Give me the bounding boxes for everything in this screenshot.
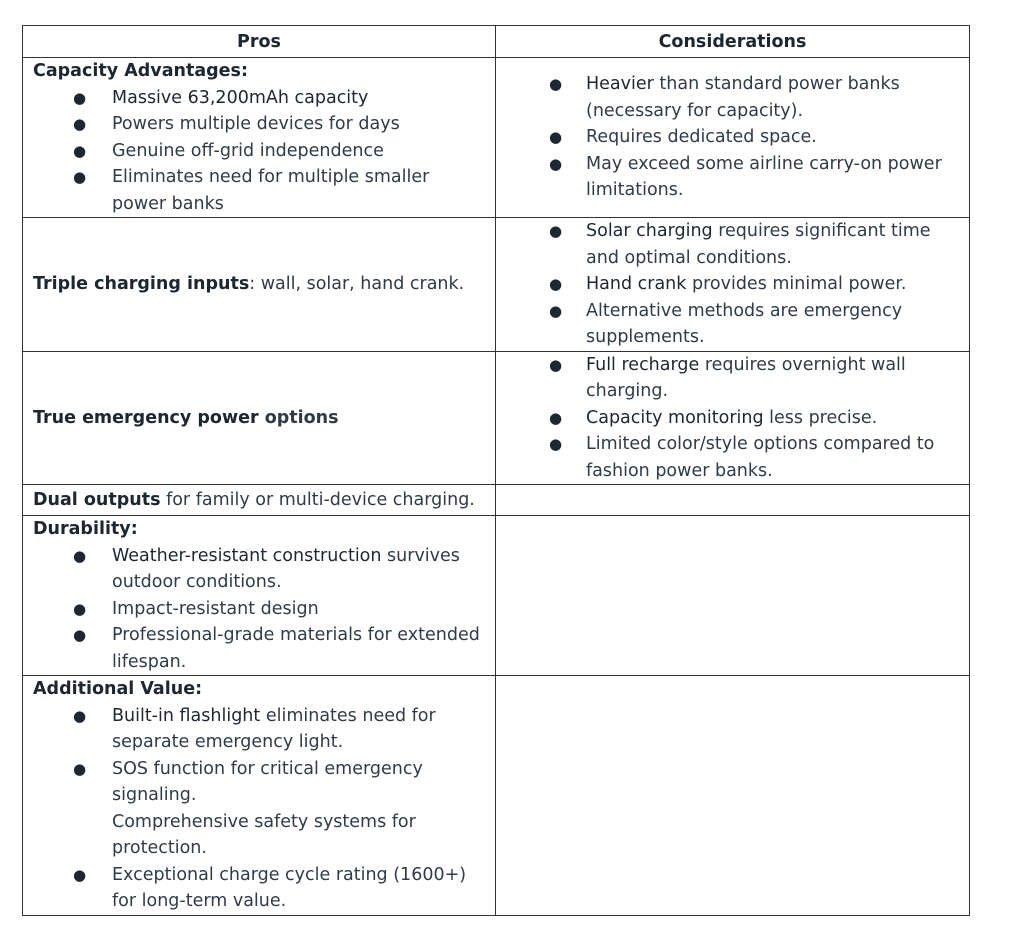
table-row xyxy=(23,351,970,485)
list-item: ● Professional-grade materials for extended lifespan. xyxy=(33,622,485,675)
list-item: ● Limited color/style options compared to fashion power banks. xyxy=(506,431,959,484)
considerations-cell xyxy=(496,351,970,485)
bullet-icon: ● xyxy=(73,546,87,565)
table-row xyxy=(23,58,970,218)
table-header-row xyxy=(23,26,970,58)
list-item: ● Requires dedicated space. xyxy=(506,124,959,151)
pros-list xyxy=(33,703,485,915)
list-item: ● Exceptional charge cycle rating (1600+) for long-term value. xyxy=(33,862,485,915)
pros-cell: Triple charging inputs: wall, solar, hand crank. xyxy=(23,218,496,352)
bullet-icon: ● xyxy=(73,115,87,133)
list-item: ● Weather-resistant construction survives outdoor conditions. xyxy=(33,543,485,596)
bullet-icon: ● xyxy=(549,128,563,146)
list-item: Comprehensive safety systems for protection. xyxy=(112,811,416,858)
bullet-icon: ● xyxy=(73,865,87,884)
list-item: ● Genuine off-grid independence xyxy=(33,138,485,165)
table-row xyxy=(23,516,970,676)
list-item: ● Solar charging requires significant time and optimal conditions. xyxy=(506,218,959,271)
bullet-icon: ● xyxy=(549,75,563,93)
considerations-cell xyxy=(496,516,970,676)
considerations-cell xyxy=(496,218,970,352)
pros-list xyxy=(33,543,485,676)
considerations-cell xyxy=(496,485,970,516)
bullet-icon: ● xyxy=(73,88,87,107)
pros-cell: True emergency power options xyxy=(23,351,496,485)
list-item: ● SOS function for critical emergency signaling. xyxy=(33,756,485,809)
pros-list xyxy=(33,85,485,218)
bullet-icon: ● xyxy=(549,154,563,173)
pros-cell xyxy=(23,516,496,676)
list-item: ● Hand crank provides minimal power. xyxy=(506,271,959,298)
table-row xyxy=(23,676,970,916)
bullet-icon: ● xyxy=(549,435,563,453)
pros-cell xyxy=(23,676,496,916)
bullet-icon: ● xyxy=(73,706,87,725)
pros-header: Pros xyxy=(23,26,496,58)
list-item: ● Capacity monitoring less precise. xyxy=(506,405,959,432)
table-row xyxy=(23,218,970,352)
row-heading: Capacity Advantages: xyxy=(33,61,248,81)
list-item: ● Built-in flashlight eliminates need for separate emergency light. xyxy=(33,703,485,756)
table-row xyxy=(23,485,970,516)
considerations-list xyxy=(506,71,959,204)
pros-cell xyxy=(23,58,496,218)
row-heading: Durability: xyxy=(33,519,138,539)
bullet-icon: ● xyxy=(549,222,563,240)
bullet-icon: ● xyxy=(73,626,87,644)
pros-cell: Dual outputs for family or multi-device charging. xyxy=(23,485,496,516)
bullet-icon: ● xyxy=(549,355,563,374)
bullet-icon: ● xyxy=(549,408,563,427)
bullet-icon: ● xyxy=(73,141,87,160)
list-item: ● Full recharge requires overnight wall charging. xyxy=(506,352,959,405)
considerations-header: Considerations xyxy=(496,26,970,58)
list-item: ● Impact-resistant design xyxy=(33,596,485,623)
pros-considerations-table xyxy=(22,25,970,916)
list-item: ● Massive 63,200mAh capacity xyxy=(33,85,485,112)
bullet-icon: ● xyxy=(73,168,87,186)
list-item: ● Eliminates need for multiple smaller power banks xyxy=(33,164,485,217)
bullet-icon: ● xyxy=(549,275,563,293)
list-item: ● Heavier than standard power banks (necessary for capacity). xyxy=(506,71,959,124)
considerations-list xyxy=(506,218,959,351)
row-heading: Additional Value: xyxy=(33,679,203,699)
bullet-icon: ● xyxy=(549,301,563,320)
list-item: ● Powers multiple devices for days xyxy=(33,111,485,138)
list-item: ● Alternative methods are emergency supplements. xyxy=(506,298,959,351)
considerations-cell xyxy=(496,676,970,916)
considerations-cell xyxy=(496,58,970,218)
bullet-icon: ● xyxy=(73,759,87,778)
considerations-list xyxy=(506,352,959,485)
list-item: ● May exceed some airline carry-on power limitations. xyxy=(506,151,959,204)
bullet-icon: ● xyxy=(73,599,87,618)
